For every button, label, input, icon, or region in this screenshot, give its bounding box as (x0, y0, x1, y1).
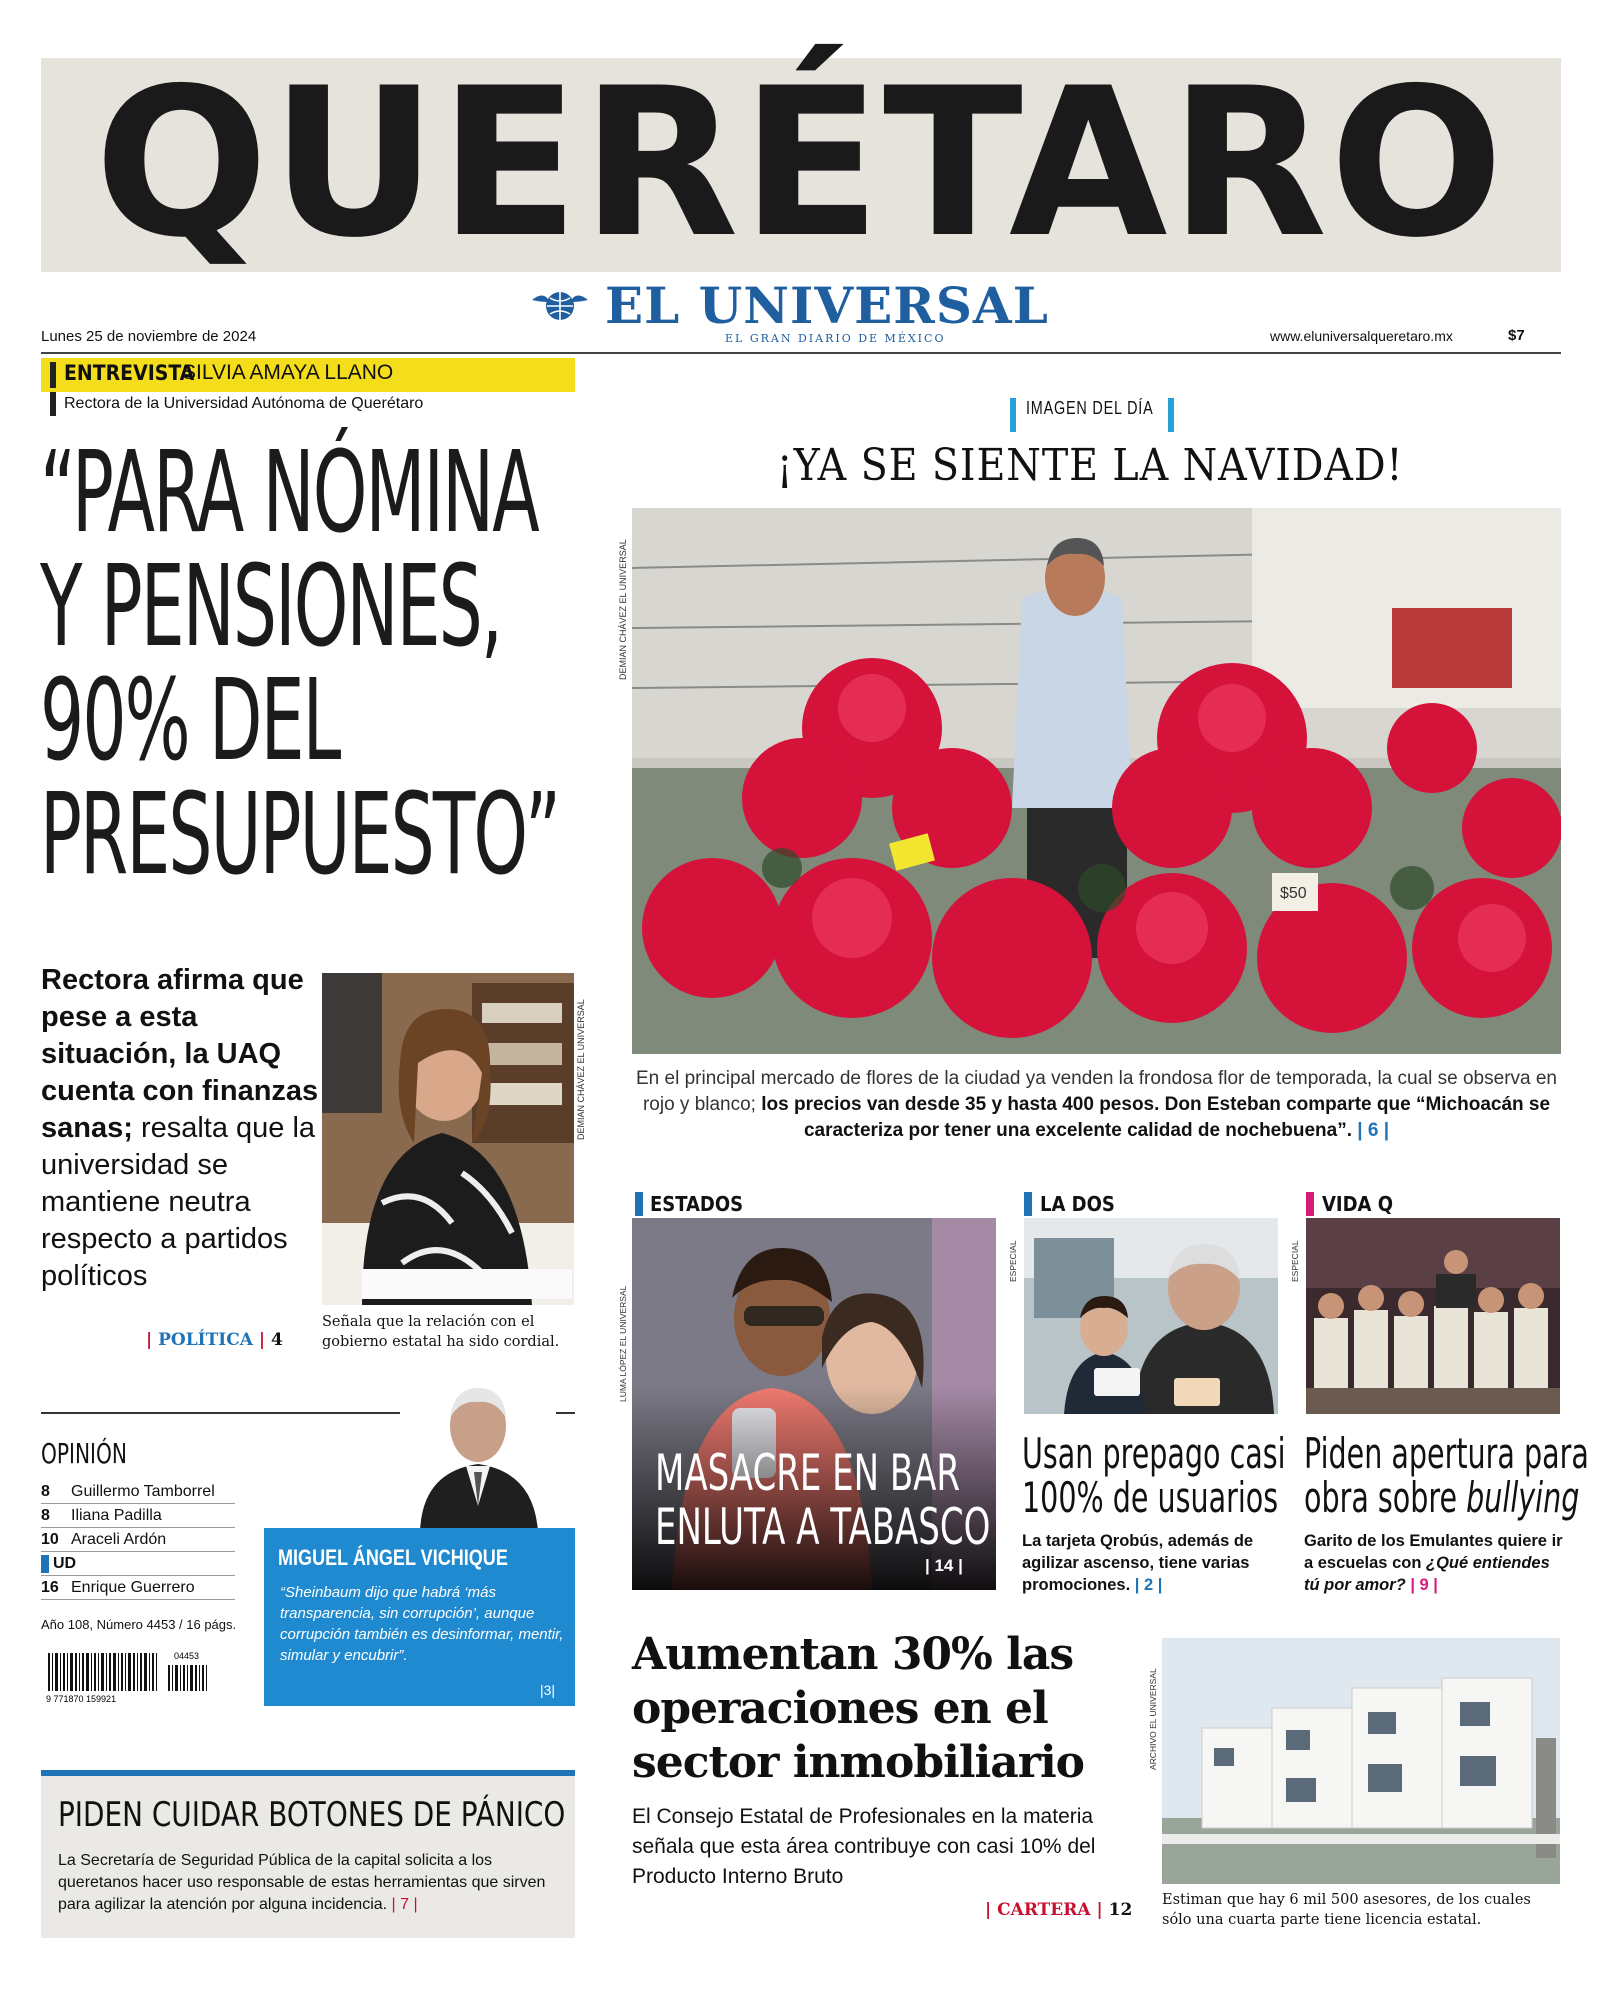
brand-logo (530, 278, 1070, 348)
section-estados[interactable]: ESTADOS (650, 1192, 744, 1216)
panic-story-body (58, 1850, 566, 1916)
opinion-row[interactable] (41, 1576, 235, 1600)
masthead-title: QUERÉTARO (94, 45, 1506, 283)
columnist-name (278, 1545, 558, 1571)
barcode-digits: 9 771870 159921 (46, 1694, 117, 1704)
lead-headline-line: Y PENSIONES, (40, 542, 502, 672)
interview-tag-edge (50, 362, 56, 388)
lead-headline[interactable] (40, 428, 600, 900)
brand-tagline: EL GRAN DIARIO DE MÉXICO (725, 332, 946, 345)
caption-regular: En el principal mercado de flores de la ciudad ya venden la frondosa flor de temporada, la cual se observa en rojo y blanco; (636, 1068, 1557, 1115)
interviewee-name: SILVIA AMAYA LLANO (182, 361, 394, 384)
vida-q-headline-line (1304, 1473, 1580, 1522)
columnist-name-text: MIGUEL ÁNGEL VICHIQUE (278, 1545, 508, 1570)
vida-q-headline (1304, 1429, 1589, 1522)
interview-role-edge (50, 392, 56, 416)
issue-number: Año 108, Número 4453 / 16 págs. (41, 1617, 237, 1632)
opinion-row[interactable] (41, 1504, 235, 1528)
opinion-author: Araceli Ardón (71, 1531, 167, 1548)
brand-name: EL UNIVERSAL (605, 276, 1049, 335)
opinion-author: Guillermo Tamborrel (71, 1483, 215, 1500)
issue-date: Lunes 25 de noviembre de 2024 (41, 328, 257, 345)
panic-story-ref: | 7 | (387, 1896, 418, 1913)
la-dos-headline-line: 100% de usuarios (1022, 1473, 1279, 1522)
lead-page-ref[interactable]: | POLÍTICA | 4 (146, 1330, 283, 1350)
section-vida-q[interactable]: VIDA Q (1322, 1192, 1394, 1216)
real-estate-body: El Consejo Estatal de Profesionales en la materia señala que esta área contribuye con casi 10% del Producto Interno Bruto (632, 1805, 1096, 1888)
poinsettia-market-photo[interactable] (632, 508, 1561, 1054)
price-sign-text: $50 (1280, 885, 1307, 902)
lead-deck (41, 962, 323, 1295)
rector-photo-caption: Señala que la relación con el gobierno estatal ha sido cordial. (322, 1314, 560, 1350)
lead-ref-page: 4 (270, 1330, 283, 1350)
estados-headline-line: ENLUTA A TABASCO (655, 1498, 991, 1556)
image-of-day-tag (1012, 398, 1185, 419)
opinion-title (41, 1437, 160, 1470)
barcode (44, 1645, 220, 1705)
real-estate-photo-credit: ARCHIVO EL UNIVERSAL (1148, 1668, 1158, 1770)
vida-q-headline-b: bullying (1466, 1473, 1580, 1522)
housing-photo[interactable] (1162, 1638, 1560, 1884)
opinion-page: 8 (41, 1483, 50, 1500)
header-rule (41, 352, 1561, 354)
real-estate-headline[interactable]: Aumentan 30% las operaciones en el sector inmobiliario (632, 1629, 1085, 1788)
la-dos-marker (1024, 1192, 1032, 1216)
rector-photo (322, 973, 574, 1305)
panic-story-headline: PIDEN CUIDAR BOTONES DE PÁNICO (58, 1795, 566, 1835)
housing-photo-caption: Estiman que hay 6 mil 500 asesores, de los cuales sólo una cuarta parte tiene licencia estatal. (1162, 1892, 1531, 1928)
main-photo-credit: DEMIAN CHÁVEZ EL UNIVERSAL (618, 539, 628, 680)
lead-headline-line: PRESUPUESTO” (40, 770, 560, 900)
opinion-author: Enrique Guerrero (71, 1579, 195, 1596)
opinion-page: 10 (41, 1531, 59, 1548)
image-of-day-tag-text: IMAGEN DEL DÍA (1026, 398, 1154, 418)
vida-q-body (1304, 1530, 1564, 1596)
opinion-page: 8 (41, 1507, 50, 1524)
opinion-row[interactable] (41, 1528, 235, 1552)
ud-marker (41, 1555, 49, 1573)
rector-photo-credit: DEMIAN CHÁVEZ EL UNIVERSAL (576, 999, 586, 1140)
issue-price: $7 (1508, 327, 1525, 344)
vida-q-text: Garito de los Emulantes quiere ir a escuelas con (1304, 1532, 1563, 1572)
lead-deck-bold: Rectora afirma que pese a esta situación, la UAQ cuenta con finanzas sanas; (41, 964, 319, 1144)
vida-q-photo-credit: ESPECIAL (1290, 1240, 1300, 1282)
opinion-page: 16 (41, 1579, 59, 1596)
theater-group-photo[interactable] (1306, 1218, 1560, 1414)
interviewee-role: Rectora de la Universidad Autónoma de Querétaro (64, 395, 424, 412)
image-of-day-title-text: ¡YA SE SIENTE LA NAVIDAD! (776, 440, 1404, 491)
barcode-addon: 04453 (174, 1651, 200, 1661)
main-photo-caption (632, 1066, 1561, 1144)
lead-headline-line: 90% DEL (40, 656, 340, 786)
opinion-section-ud (41, 1552, 235, 1576)
la-dos-text: La tarjeta Qrobús, además de agilizar ascenso, tiene varias promociones. (1022, 1532, 1254, 1594)
columnist-photo (400, 1376, 556, 1532)
estados-marker (635, 1192, 643, 1216)
eagle-globe-icon (530, 280, 590, 328)
estados-headline (655, 1446, 990, 1554)
opinion-author: Iliana Padilla (71, 1507, 162, 1524)
caption-ref: | 6 | (1351, 1120, 1390, 1141)
vida-q-marker (1306, 1192, 1314, 1216)
vida-q-ref: | 9 | (1405, 1576, 1438, 1594)
la-dos-headline (1022, 1429, 1292, 1522)
website-link[interactable]: www.eluniversalqueretaro.mx (1270, 328, 1453, 344)
opinion-title-text: OPINIÓN (41, 1437, 127, 1470)
real-estate-page-ref[interactable]: | CARTERA | 12 (985, 1900, 1133, 1920)
interview-tag: ENTREVISTA (64, 361, 195, 385)
estados-page-ref: | 14 | (925, 1556, 963, 1575)
vida-q-headline-a: obra sobre (1304, 1473, 1467, 1522)
caption-bold: los precios van desde 35 y hasta 400 pesos. Don Esteban comparte que “Michoacán se caracteriza por tener una excelente calidad de nochebuena”. (761, 1094, 1551, 1141)
section-la-dos[interactable]: LA DOS (1040, 1192, 1115, 1216)
vida-q-headline-line: Piden apertura para (1304, 1429, 1589, 1478)
lead-ref-section: POLÍTICA (158, 1330, 253, 1350)
la-dos-ref: | 2 | (1130, 1576, 1163, 1594)
opinion-row[interactable] (41, 1480, 235, 1504)
la-dos-headline-line: Usan prepago casi (1022, 1429, 1286, 1478)
vida-q-title: ¿Qué entiendes tú por amor? (1304, 1554, 1550, 1594)
qrobus-photo[interactable] (1024, 1218, 1278, 1414)
lead-headline-line: “PARA NÓMINA (40, 428, 538, 558)
image-of-day-title (620, 440, 1560, 491)
estados-photo-credit: LUMA LÓPEZ EL UNIVERSAL (618, 1285, 628, 1402)
la-dos-body (1022, 1530, 1282, 1596)
real-estate-ref-page: 12 (1108, 1900, 1133, 1920)
panic-story-rule (41, 1770, 575, 1776)
opinion-section-label: UD (53, 1555, 77, 1572)
estados-headline-line: MASACRE EN BAR (655, 1444, 961, 1502)
la-dos-photo-credit: ESPECIAL (1008, 1240, 1018, 1282)
lead-deck-regular: resalta que la universidad se mantiene neutra respecto a partidos políticos (41, 1112, 316, 1292)
panic-story-text: La Secretaría de Seguridad Pública de la capital solicita a los queretanos hacer uso responsable de estas herramientas que sirven para agilizar la atención por alguna incidencia. (58, 1852, 546, 1913)
columnist-quote: “Sheinbaum dijo que habrá ‘más transparencia, sin corrupción’, aunque corrupción también es desinformar, mentir, simular y encubrir”. (280, 1584, 564, 1664)
columnist-page-ref: |3| (540, 1682, 556, 1698)
real-estate-ref-section: CARTERA (997, 1900, 1091, 1920)
